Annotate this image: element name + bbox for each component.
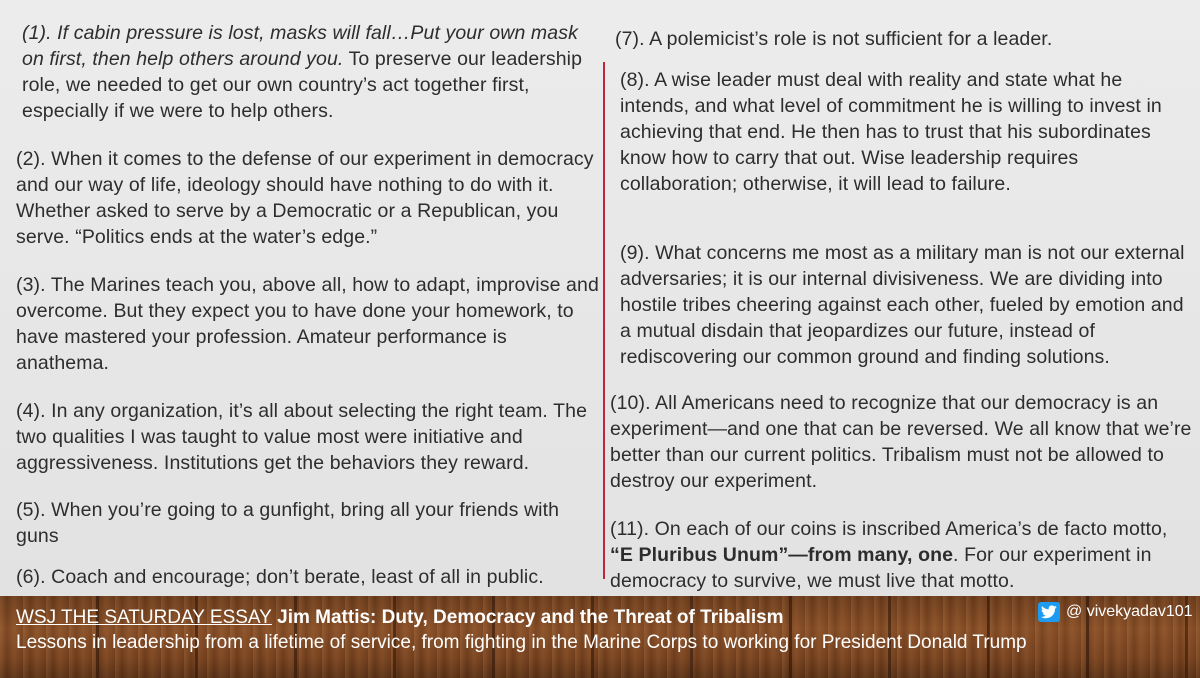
lesson-10: (10). All Americans need to recognize that our democracy is an experiment—and one that can be reversed. We all know that we’re better than our current politics. Tribalism must not be allowed to destroy our experiment. <box>610 392 1192 492</box>
lesson-1-rest: To preserve our leadership role, we needed to get our own country’s act together first, especially if we were to help others. <box>22 48 583 122</box>
lesson-3: (3). The Marines teach you, above all, how to adapt, improvise and overcome. But they expect you to have done your homework, to have mastered your profession. Amateur performance is anathema. <box>16 274 599 374</box>
article-subtitle: Lessons in leadership from a lifetime of service, from fighting in the Marine Corps to working for President Donald Trump <box>16 632 1027 653</box>
twitter-bird-icon <box>1038 602 1060 622</box>
wood-footer <box>0 596 1200 678</box>
lesson-9: (9). What concerns me most as a military man is not our external adversaries; it is our internal divisiveness. We are dividing into hostile tribes cheering against each other, fueled by emotion and a mutual disdain that jeopardizes our future, instead of rediscovering our common ground and finding solutions. <box>620 242 1185 368</box>
handle-text: @ vivekyadav101 <box>1066 603 1193 620</box>
article-title: Jim Mattis: Duty, Democracy and the Threat of Tribalism <box>271 607 784 628</box>
article-headline <box>16 606 784 630</box>
lesson-1 <box>22 20 604 124</box>
source-link[interactable]: WSJ THE SATURDAY ESSAY <box>16 607 272 628</box>
lesson-8: (8). A wise leader must deal with reality and state what he intends, and what level of commitment he is willing to invest in achieving that end. He then has to trust that his subordinates know how to carry that out. Wise leadership requires collaboration; otherwise, it will lead to failure. <box>620 69 1162 195</box>
lesson-1-italic: (1). If cabin pressure is lost, masks will fall…Put your own mask on first, then help others around you. <box>22 22 578 70</box>
column-divider <box>603 62 605 579</box>
lesson-2: (2). When it comes to the defense of our experiment in democracy and our way of life, ideology should have nothing to do with it. Whether asked to serve by a Democratic or a Republican, you serve. “Politics ends at the water’s edge.” <box>16 148 594 248</box>
lesson-5: (5). When you’re going to a gunfight, bring all your friends with guns <box>16 499 560 547</box>
lesson-11-after: . For our experiment in democracy to survive, we must live that motto. <box>610 544 1152 592</box>
lesson-6: (6). Coach and encourage; don’t berate, least of all in public. <box>16 566 544 588</box>
lesson-11-motto: “E Pluribus Unum”—from many, one <box>610 544 954 566</box>
lesson-11 <box>610 516 1192 594</box>
lesson-11-before: (11). On each of our coins is inscribed America’s de facto motto, <box>610 518 1168 540</box>
twitter-handle[interactable] <box>1038 600 1193 624</box>
lesson-7: (7). A polemicist’s role is not sufficient for a leader. <box>615 28 1053 50</box>
lesson-4: (4). In any organization, it’s all about selecting the right team. The two qualities I was taught to value most were initiative and aggressiveness. Institutions get the behaviors they reward. <box>16 400 588 474</box>
